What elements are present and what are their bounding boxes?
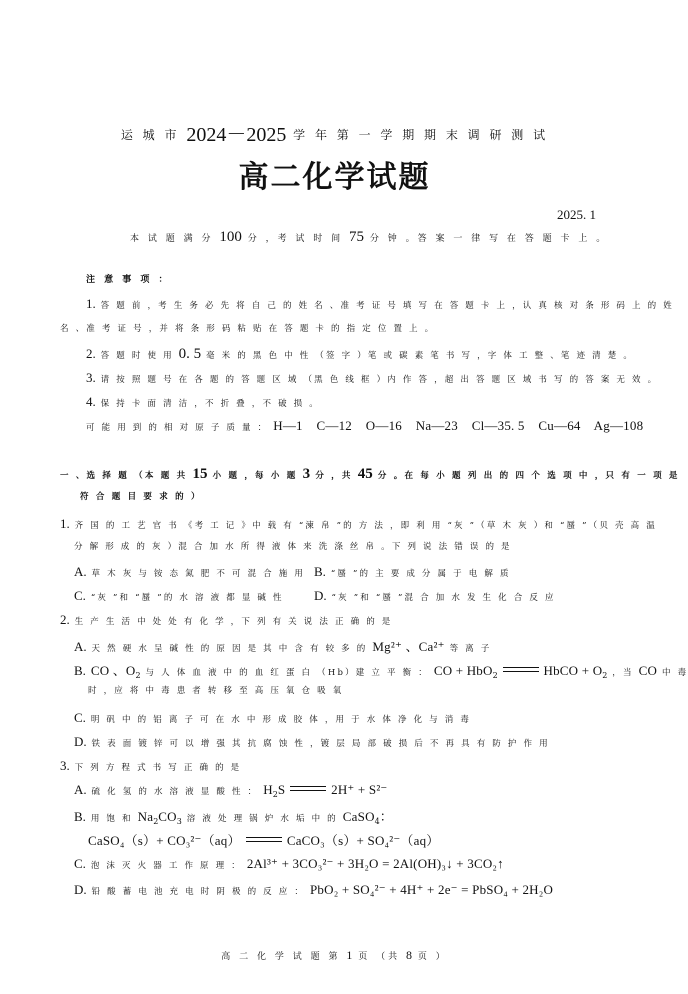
exam-info: 本 试 题 满 分 100 分 ，考 试 时 间 75 分 钟 。答 案 一 律 写 在 答 题 卡 上 。 [130, 229, 609, 245]
q1-option-a: A. 草 木 灰 与 铵 态 氮 肥 不 可 混 合 施 用 [74, 564, 306, 579]
q2-option-a: A. 天 然 硬 水 呈 碱 性 的 原 因 是 其 中 含 有 较 多 的 Mg²⁺ 、Ca²⁺ 等 离 子 [74, 639, 492, 654]
q2-option-b: B. CO 、O2 与 人 体 血 液 中 的 血 红 蛋 白 （Hb）建 立 平 衡 ： CO + HbO2 HbCO + O2 ，当 CO 中 毒 [74, 663, 688, 680]
q2-option-d: D. 铁 表 面 镀 锌 可 以 增 强 其 抗 腐 蚀 性 ，镀 层 局 部 破 损 后 不 再 具 有 防 护 作 用 [74, 734, 550, 749]
q2-stem: 2. 生 产 生 活 中 处 处 有 化 学 ，下 列 有 关 说 法 正 确 的 是 [60, 612, 393, 627]
section1-heading: 一 、选 择 题 （本 题 共 15 小 题 ，每 小 题 3 分 ，共 45 分 。在 每 小 题 列 出 的 四 个 选 项 中 ，只 有 一 项 是 [60, 466, 680, 482]
exam-date: 2025. 1 [557, 207, 596, 222]
equilibrium-arrow [246, 836, 282, 844]
q1-stem-cont: 分 解 形 成 的 灰 ）混 合 加 水 所 得 液 体 来 洗 涤 丝 帛 。下 列 说 法 错 误 的 是 [74, 542, 512, 552]
exam-header [0, 118, 669, 147]
exam-time: 75 [349, 229, 365, 245]
school-years: 2024－2025 [186, 124, 287, 146]
note-1-cont: 名 、准 考 证 号 ，并 将 条 形 码 粘 贴 在 答 题 卡 的 指 定 位 置 上 。 [60, 324, 436, 334]
q1-stem: 1. 齐 国 的 工 艺 官 书 《考 工 记 》中 载 有 “湅 帛 ”的 方 法 ，即 利 用 “灰 ”（草 木 灰 ）和 “蜃 ”（贝 壳 高 温 [60, 516, 657, 531]
q3-option-b-equation: CaSO₄（s）+ CO₃²⁻（aq） CaCO₃（s）+ SO₄²⁻（aq） [88, 833, 440, 848]
note-1: 1. 答 题 前 ，考 生 务 必 先 将 自 己 的 姓 名 、准 考 证 号 填 写 在 答 题 卡 上 ，认 真 核 对 条 形 码 上 的 姓 [86, 296, 674, 311]
section1-heading-cont: 符 合 题 目 要 求 的 ） [80, 492, 202, 502]
q3-option-c: C. 泡 沫 灭 火 器 工 作 原 理 ： 2Al³⁺ + 3CO₃²⁻ + 3H₂O = 2Al(OH)₃↓ + 3CO₂↑ [74, 856, 504, 871]
equilibrium-arrow [503, 666, 539, 674]
page-count: 8 [405, 948, 412, 962]
q1-option-d: D. “灰 ”和 “蜃 ”混 合 加 水 发 生 化 合 反 应 [314, 588, 556, 603]
page-footer: 高 二 化 学 试 题 第 1 页 （共 8 页 ） [221, 948, 448, 962]
term: 学 年 第 一 学 期 期 末 调 研 测 试 [293, 128, 549, 142]
q3-option-b: B. 用 饱 和 Na2CO3 溶 液 处 理 锅 炉 水 垢 中 的 CaSO4： [74, 809, 393, 826]
q3-option-d: D. 铅 酸 蓄 电 池 充 电 时 阴 极 的 反 应 ： PbO₂ + SO₄²⁻ + 4H⁺ + 2e⁻ = PbSO₄ + 2H₂O [74, 882, 554, 897]
q1-option-c: C. “灰 ”和 “蜃 ”的 水 溶 液 都 显 碱 性 [74, 588, 284, 603]
equilibrium-arrow [290, 785, 326, 793]
atomic-masses: 可 能 用 到 的 相 对 原 子 质 量 ： H—1 C—12 O—16 Na—23 Cl—35. 5 Cu—64 Ag—108 [86, 418, 644, 433]
page-number: 1 [346, 948, 353, 962]
q2-option-c: C. 明 矾 中 的 铝 离 子 可 在 水 中 形 成 胶 体 ，用 于 水 体 净 化 与 消 毒 [74, 710, 472, 725]
region: 运 城 市 [120, 128, 180, 142]
notes-title: 注 意 事 项 ： [86, 275, 171, 285]
q3-option-a: A. 硫 化 氢 的 水 溶 液 显 酸 性 ： H2S 2H⁺ + S²⁻ [74, 782, 388, 799]
q3-stem: 3. 下 列 方 程 式 书 写 正 确 的 是 [60, 758, 242, 773]
q2-option-b-cont: 时 ，应 将 中 毒 患 者 转 移 至 高 压 氧 仓 吸 氧 [88, 686, 344, 696]
full-score: 100 [219, 229, 242, 245]
note-3: 3. 请 按 照 题 号 在 各 题 的 答 题 区 域 （黑 色 线 框 ）内 作 答 ，超 出 答 题 区 域 书 写 的 答 案 无 效 。 [86, 370, 659, 385]
q1-option-b: B. “蜃 ”的 主 要 成 分 属 于 电 解 质 [314, 564, 511, 579]
page-title: 高二化学试题 [238, 160, 431, 195]
note-4: 4. 保 持 卡 面 清 洁 ，不 折 叠 ，不 破 损 。 [86, 394, 320, 409]
note-2: 2. 答 题 时 使 用 0. 5 毫 米 的 黑 色 中 性 （签 字 ）笔 或 碳 素 笔 书 写 ，字 体 工 整 、笔 迹 清 楚 。 [86, 346, 635, 362]
